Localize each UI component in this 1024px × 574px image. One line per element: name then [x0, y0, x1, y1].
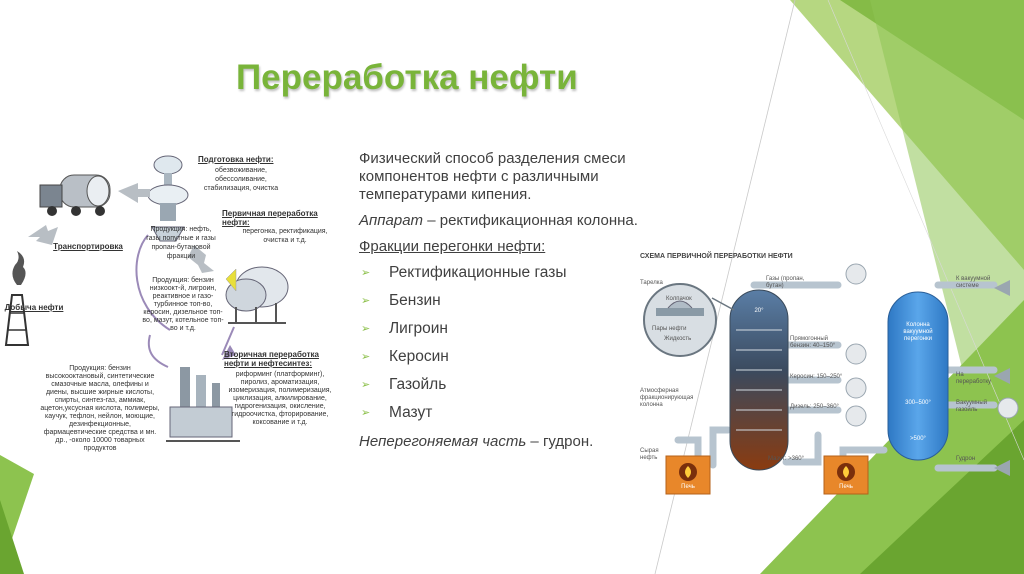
diesel-label: Дизель: 250–360°	[790, 404, 839, 410]
prep-text: обезвоживание, обессоливание, стабилизация, очистка	[203, 167, 279, 192]
secondary-text: риформинг (платформинг), пиролиз, ароматизация, изомеризация, полимеризация, циклизация, алкилирование, гидрогенизация, окисление, гидроочистка, фторирование, коксование и т.д.	[228, 371, 332, 426]
arrow-bullet-icon: ➢	[361, 351, 371, 363]
primary-title: Первичная переработка нефти:	[222, 209, 318, 227]
production-label: Добыча нефти	[4, 303, 64, 312]
fractions-list	[359, 263, 659, 431]
content-text	[359, 150, 659, 459]
secondary-title: Вторичная переработка нефти и нефтесинтез:	[224, 350, 319, 368]
gases-label: Газы (пропан, бутан)	[766, 276, 805, 289]
residue-label: Неперегоняемая часть	[359, 433, 527, 450]
list-item: ➢ Мазут	[361, 404, 433, 421]
plate-label: Тарелка	[640, 280, 663, 286]
arrow-bullet-icon: ➢	[361, 379, 371, 391]
plane-icon	[846, 378, 866, 398]
arrow-bullet-icon: ➢	[361, 323, 371, 335]
temp-300-label: 300–500°	[905, 400, 931, 406]
cap-label: Колпачок	[666, 296, 692, 302]
atmospheric-column	[730, 290, 788, 470]
residue-line	[359, 433, 659, 451]
liquid-label: Жидкость	[664, 336, 692, 342]
prep-title: Подготовка нефти:	[198, 155, 274, 164]
furnace-right-label: Печь	[839, 484, 853, 490]
arrow-bullet-icon: ➢	[361, 295, 371, 307]
kerosene-label: Керосин: 150–250°	[790, 374, 843, 380]
magnifier-icon	[644, 284, 716, 356]
residue-text: – гудрон.	[526, 433, 594, 450]
scheme-title: СХЕМА ПЕРВИЧНОЙ ПЕРЕРАБОТКИ НЕФТИ	[640, 253, 793, 260]
arrow-bullet-icon: ➢	[361, 267, 371, 279]
vac-gasoil-label: Вакуумный газойль	[956, 400, 988, 413]
list-item: ➢ Керосин	[361, 348, 449, 365]
vac-system-label: К вакуумной системе	[956, 276, 991, 289]
apparatus-line	[359, 212, 659, 230]
primary-text: перегонка, ректификация, очистка и т.д.	[242, 228, 328, 244]
atm-column-label: Атмосферная фракционирующая колонна	[640, 388, 694, 408]
oil-processing-diagram	[0, 145, 350, 465]
crude-label: Сырая нефть	[640, 448, 659, 461]
tractor-icon	[846, 406, 866, 426]
transport-label: Транспортировка	[53, 242, 123, 251]
straight-gasoline-label: Прямогонный бензин: 40–150°	[790, 336, 836, 349]
intro-paragraph: Физический способ разделения смеси компонентов нефти с различными температурами кипения.	[359, 150, 626, 203]
tanker-truck-icon	[40, 175, 110, 216]
products-1: Продукция: нефть, газы попутные и газы пропан-бутановой фракции	[146, 226, 216, 260]
products-3: Продукция: бензин высокооктановый, синтетические смазочные масла, олефины и диены, высшие жирные кислоты, спирты, синтез-газ, аммиак, ацетон,уксусная кислота, полимеры, каучук, тефлон, нейлон, моющие, дезинфекционные, фармацевтические средства и мн. др., -около 10000 товарных продуктов	[40, 365, 160, 452]
temp-500-label: >500°	[910, 436, 926, 442]
gas-icon	[846, 264, 866, 284]
temp-top: 20°	[754, 308, 764, 314]
list-item: ➢ Газойль	[361, 376, 447, 393]
vac-column-label: Колонна вакуумной перегонки	[903, 322, 933, 342]
fuel-can-icon	[998, 398, 1018, 418]
list-item: ➢ Ректификационные газы	[361, 264, 567, 281]
apparatus-label: Аппарат	[359, 212, 424, 229]
furnace-left-label: Печь	[681, 484, 695, 490]
mazut-label: Мазут: >360°	[768, 456, 805, 462]
apparatus-text: – ректификационная колонна.	[423, 212, 638, 229]
car-icon	[846, 344, 866, 364]
vapor-label: Пары нефти	[652, 326, 687, 332]
refining-scheme-diagram	[638, 250, 1024, 500]
recycle-label: На переработку	[956, 372, 992, 385]
page-title: Переработка нефти	[236, 58, 578, 97]
tar-label: Гудрон	[956, 456, 976, 462]
list-item: ➢ Бензин	[361, 292, 441, 309]
list-item: ➢ Лигроин	[361, 320, 448, 337]
oil-derrick-icon	[6, 251, 28, 345]
fractions-heading: Фракции перегонки нефти:	[359, 238, 546, 255]
vacuum-column	[888, 292, 948, 460]
products-2: Продукция: бензин низкоокт-й, лигроин, реактивное и газо-турбинное топ-во, керосин, дизельное топ-во, мазут, котельное топ-во и т.д.	[142, 277, 224, 332]
arrow-bullet-icon: ➢	[361, 407, 371, 419]
